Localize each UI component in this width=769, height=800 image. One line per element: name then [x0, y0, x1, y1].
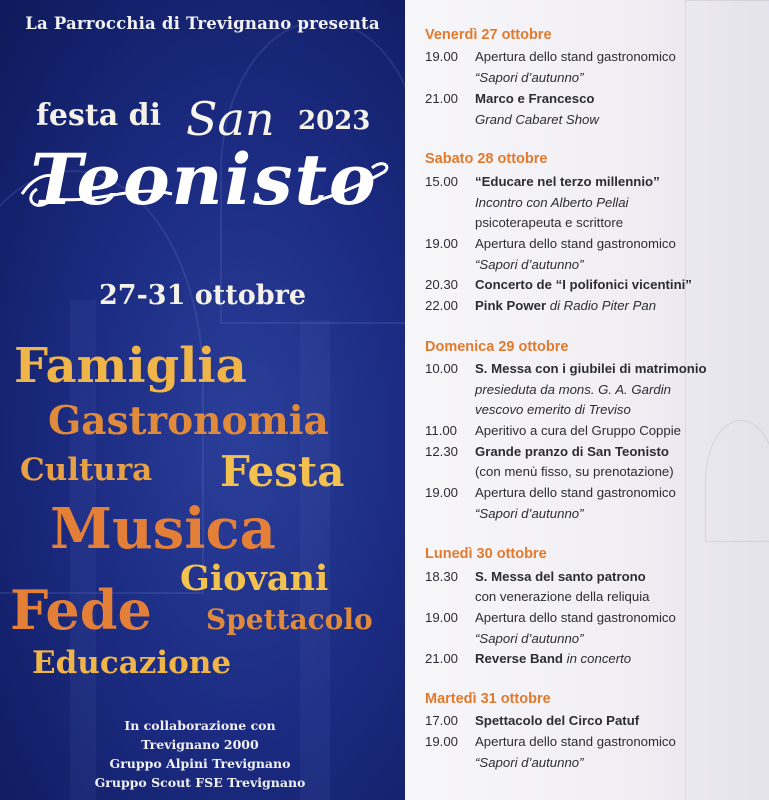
event-time: 10.00 — [425, 361, 459, 376]
san-script-text: San — [186, 92, 275, 146]
event-text: Apertura dello stand gastronomico — [475, 610, 676, 625]
day-heading-sabato: Sabato 28 ottobre — [425, 151, 548, 167]
word-spettacolo: Spettacolo — [206, 603, 373, 636]
festival-dates: 27-31 ottobre — [99, 280, 306, 311]
event-title: Spettacolo del Circo Patuf — [475, 713, 640, 728]
event-subtext: “Sapori d’autunno” — [475, 70, 584, 85]
collaboration-block — [80, 716, 320, 792]
event-time: 19.00 — [425, 485, 459, 500]
event-time: 19.00 — [425, 610, 459, 625]
event-time: 22.00 — [425, 298, 459, 313]
event-subtext: Grand Cabaret Show — [475, 112, 599, 127]
background-facade — [685, 0, 769, 800]
collab-line: Gruppo Scout FSE Trevignano — [94, 775, 306, 790]
event-time: 21.00 — [425, 91, 459, 106]
event-text: Apertura dello stand gastronomico — [475, 236, 676, 251]
event-title: Pink Power — [475, 298, 547, 313]
event-title: Grande pranzo di San Teonisto — [475, 444, 669, 459]
day-heading-venerdi: Venerdì 27 ottobre — [425, 27, 552, 43]
event-time: 19.00 — [425, 734, 459, 749]
day-heading-martedi: Martedì 31 ottobre — [425, 691, 551, 707]
word-gastronomia: Gastronomia — [48, 398, 329, 444]
event-subtext: presieduta da mons. G. A. Gardin — [475, 382, 671, 397]
event-title: S. Messa con i giubilei di matrimonio — [475, 361, 707, 376]
event-subtext: “Sapori d’autunno” — [475, 506, 584, 521]
event-title: Reverse Band — [475, 651, 563, 666]
event-time: 21.00 — [425, 651, 459, 666]
event-time: 19.00 — [425, 49, 459, 64]
schedule-panel — [405, 0, 769, 800]
event-time: 17.00 — [425, 713, 459, 728]
event-subtext: “Sapori d’autunno” — [475, 755, 584, 770]
event-title: Marco e Francesco — [475, 91, 595, 106]
event-subtext: Incontro con Alberto Pellai — [475, 195, 629, 210]
saint-name-script: Teonisto — [30, 138, 378, 221]
collab-line: In collaborazione con — [124, 718, 276, 733]
event-text: Apertura dello stand gastronomico — [475, 49, 676, 64]
event-text: Apertura dello stand gastronomico — [475, 734, 676, 749]
event-title: “Educare nel terzo millennio” — [475, 174, 660, 189]
event-time: 19.00 — [425, 236, 459, 251]
event-time: 15.00 — [425, 174, 459, 189]
presenter-line: La Parrocchia di Trevignano presenta — [25, 14, 380, 33]
word-cultura: Cultura — [20, 452, 153, 488]
event-subtext: “Sapori d’autunno” — [475, 631, 584, 646]
event-subtext: con venerazione della reliquia — [475, 589, 650, 604]
collab-line: Trevignano 2000 — [141, 737, 259, 752]
collab-line: Gruppo Alpini Trevignano — [109, 756, 291, 771]
event-text: Apertura dello stand gastronomico — [475, 485, 676, 500]
event-time: 20.30 — [425, 277, 459, 292]
word-fede: Fede — [10, 578, 152, 642]
day-heading-domenica: Domenica 29 ottobre — [425, 339, 569, 355]
event-text: Aperitivo a cura del Gruppo Coppie — [475, 423, 681, 438]
event-subtext: “Sapori d’autunno” — [475, 257, 584, 272]
year-text: 2023 — [298, 106, 371, 136]
event-subtext: di Radio Piter Pan — [546, 298, 657, 313]
event-time: 11.00 — [425, 423, 458, 438]
event-subtext: psicoterapeuta e scrittore — [475, 215, 624, 230]
event-time: 12.30 — [425, 444, 459, 459]
event-subtext: (con menù fisso, su prenotazione) — [475, 464, 674, 479]
word-festa: Festa — [220, 447, 345, 496]
event-time: 18.30 — [425, 569, 459, 584]
festa-di-text: festa di — [36, 98, 161, 133]
day-heading-lunedi: Lunedì 30 ottobre — [425, 546, 547, 562]
event-subtext: in concerto — [562, 651, 632, 666]
word-famiglia: Famiglia — [14, 338, 247, 394]
word-educazione: Educazione — [32, 645, 232, 681]
word-giovani: Giovani — [180, 558, 329, 599]
event-title: Concerto de “I polifonici vicentini” — [475, 277, 692, 292]
event-title: S. Messa del santo patrono — [475, 569, 646, 584]
background-arch — [705, 420, 769, 542]
event-subtext: vescovo emerito di Treviso — [475, 402, 631, 417]
word-musica: Musica — [50, 496, 276, 562]
